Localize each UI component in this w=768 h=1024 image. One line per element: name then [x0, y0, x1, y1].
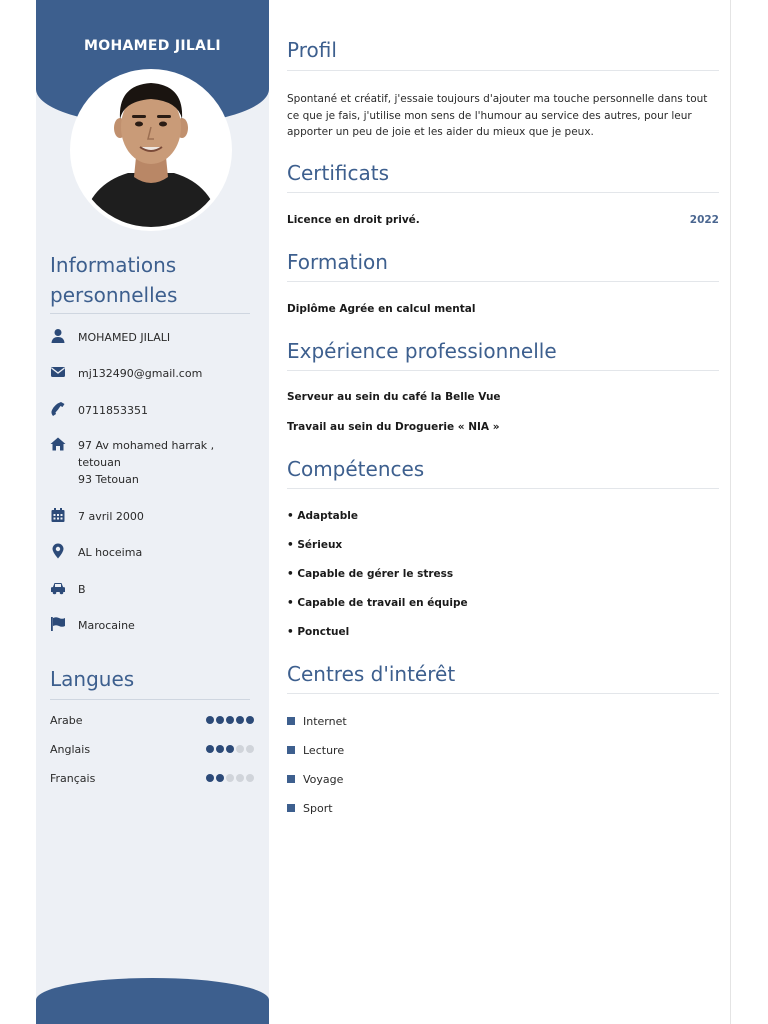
square-bullet-icon: [287, 804, 295, 812]
interest-label: Voyage: [303, 773, 344, 786]
level-dot-filled: [246, 716, 254, 724]
personal-info-title-line2: personnelles: [50, 283, 178, 307]
skill-item: • Capable de travail en équipe: [287, 597, 468, 609]
interest-item: [287, 744, 344, 757]
personal-info-section-title: [50, 250, 250, 310]
experience-item: Serveur au sein du café la Belle Vue: [287, 391, 501, 403]
languages-section-title: [50, 664, 250, 694]
interest-item: [287, 715, 347, 728]
level-dot-empty: [236, 745, 244, 753]
info-email-text[interactable]: mj132490@gmail.com: [78, 367, 203, 380]
divider: [287, 488, 719, 489]
candidate-name: MOHAMED JILALI: [84, 38, 221, 54]
level-dot-filled: [216, 716, 224, 724]
square-bullet-icon: [287, 775, 295, 783]
profile-photo: [74, 73, 228, 227]
info-birthdate-text: 7 avril 2000: [78, 510, 144, 523]
language-name: Anglais: [50, 743, 91, 756]
calendar-icon: [50, 507, 66, 523]
interest-label: Lecture: [303, 744, 345, 757]
languages-title: Langues: [50, 667, 135, 691]
interest-label: Internet: [303, 715, 347, 728]
car-icon: [50, 580, 66, 596]
language-level-dots: [206, 774, 254, 782]
address-line1: 97 Av mohamed harrak ,: [78, 439, 215, 452]
language-level-dots: [206, 716, 254, 724]
home-icon: [50, 436, 66, 452]
address-line3: 93 Tetouan: [78, 473, 139, 486]
info-name-text: MOHAMED JILALI: [78, 331, 171, 344]
level-dot-empty: [246, 745, 254, 753]
info-phone-text[interactable]: 0711853351: [78, 404, 148, 417]
info-birthplace-text: AL hoceima: [78, 546, 143, 559]
skill-item: • Adaptable: [287, 510, 358, 522]
section-title-certificates: Certificats: [287, 161, 390, 185]
level-dot-filled: [206, 745, 214, 753]
section-title-interests: Centres d'intérêt: [287, 662, 456, 686]
sidebar: [36, 0, 269, 1024]
level-dot-filled: [206, 774, 214, 782]
level-dot-empty: [226, 774, 234, 782]
level-dot-filled: [216, 745, 224, 753]
level-dot-filled: [226, 716, 234, 724]
education-item: Diplôme Agrée en calcul mental: [287, 303, 476, 315]
language-row: [50, 714, 254, 727]
square-bullet-icon: [287, 717, 295, 725]
skill-item: • Ponctuel: [287, 626, 350, 638]
address-line2: tetouan: [78, 456, 121, 469]
sidebar-footer-band: [36, 978, 269, 1024]
divider: [50, 313, 250, 314]
level-dot-empty: [236, 774, 244, 782]
location-pin-icon: [50, 543, 66, 559]
section-title-profile: Profil: [287, 38, 337, 62]
language-name: Français: [50, 772, 96, 785]
skill-item: • Capable de gérer le stress: [287, 568, 454, 580]
level-dot-filled: [206, 716, 214, 724]
info-nationality-text: Marocaine: [78, 619, 135, 632]
interest-item: [287, 802, 333, 815]
section-title-education: Formation: [287, 250, 388, 274]
info-address-text: [78, 437, 214, 488]
personal-info-title-line1: Informations: [50, 253, 177, 277]
email-icon: [50, 364, 66, 380]
language-row: [50, 772, 254, 785]
divider: [287, 70, 719, 71]
level-dot-filled: [226, 745, 234, 753]
certificate-year: 2022: [689, 214, 719, 226]
section-title-experience: Expérience professionnelle: [287, 339, 557, 363]
phone-icon: [50, 401, 66, 417]
language-name: Arabe: [50, 714, 83, 727]
main-content: [287, 0, 719, 1024]
interest-item: [287, 773, 343, 786]
level-dot-filled: [236, 716, 244, 724]
person-icon: [50, 328, 66, 344]
flag-icon: [50, 616, 66, 632]
info-licence-text: B: [78, 583, 86, 596]
language-level-dots: [206, 745, 254, 753]
divider: [287, 693, 719, 694]
section-title-skills: Compétences: [287, 457, 425, 481]
square-bullet-icon: [287, 746, 295, 754]
skill-item: • Sérieux: [287, 539, 343, 551]
experience-item: Travail au sein du Droguerie « NIA »: [287, 421, 500, 433]
interest-label: Sport: [303, 802, 333, 815]
divider: [287, 281, 719, 282]
language-row: [50, 743, 254, 756]
level-dot-filled: [216, 774, 224, 782]
divider: [287, 370, 719, 371]
certificate-name: Licence en droit privé.: [287, 214, 420, 226]
divider: [287, 192, 719, 193]
divider: [50, 699, 250, 700]
level-dot-empty: [246, 774, 254, 782]
profile-text: Spontané et créatif, j'essaie toujours d'ajouter ma touche personnelle dans tout ce que je fais, j'utilise mon sens de l'humour au service des autres, pour leur apporter un peu de joie et les aider du mieux que je peux.: [287, 93, 708, 138]
